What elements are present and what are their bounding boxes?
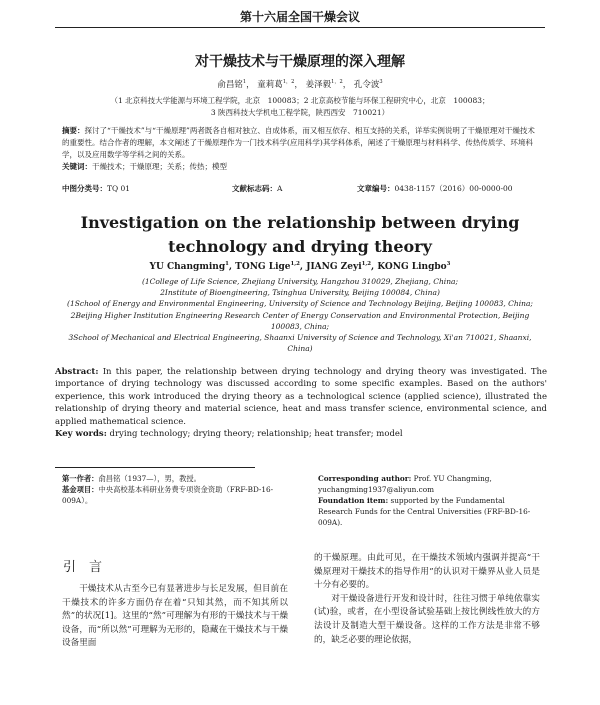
en-abstract-text: In this paper, the relationship between drying technology and drying theory was investigated. The importance of drying technology was discussed according to some specific examples. Based on the authors' experience, this work introduced the drying theory as a technological science (applied science), illustrated the relationship of drying theory and material science, heat and mass transfer science, environmental science, and applied mathematical science. xyxy=(55,367,547,427)
zh-abstract-label: 摘要： xyxy=(62,126,85,135)
zh-author-sup: 1，2 xyxy=(331,79,343,86)
article-no-field xyxy=(357,183,513,194)
en-author: JIANG Zeyi xyxy=(306,262,362,272)
corr-label: Corresponding author: xyxy=(318,474,412,483)
en-affiliations xyxy=(65,276,535,354)
en-author-sup: 3 xyxy=(446,261,451,267)
fund-value: 中央高校基本科研业务费专项资金资助（FRF-BD-16-009A）。 xyxy=(62,485,274,505)
fund-label: 基金项目： xyxy=(62,485,99,494)
en-author-sup: 1,2 xyxy=(290,261,300,267)
zh-author: 俞昌铭 xyxy=(217,80,243,90)
en-keywords: drying technology; drying theory; relationship; heat transfer; model xyxy=(109,429,403,440)
doc-code-value: A xyxy=(277,184,283,193)
en-affiliation-line: (1School of Energy and Environmental Engineering, University of Science and Technology Beijing, Beijing 100083, China; xyxy=(67,299,533,309)
zh-affiliations xyxy=(80,95,520,119)
zh-abstract-text: 探讨了“干燥技术”与“干燥原理”两者既各自相对独立、自成体系，而又相互依存、相互支持的关系，详举实例说明了干燥原理对干燥技术的重要性。结合作者的理解，本文阐述了干燥原理作为一门技术科学(应用科学)其学科体系，阐述了干燥原理与材料科学、传热传质学、环境科学，以及应用数学等学科之间的关系。 xyxy=(62,126,535,159)
zh-author: 孔令波 xyxy=(353,80,380,90)
zh-keywords: 干燥技术；干燥原理；关系；传热；模型 xyxy=(92,162,227,171)
header-rule xyxy=(55,27,545,28)
body-paragraph: 对干燥设备进行开发和设计时，往往习惯于单纯依靠实(试)验，或者，在小型设备试验基础上按比例线性放大的方法设计及制造大型干燥设备。这样的工作方法是非常不够的，缺乏必要的理论依据， xyxy=(314,593,540,645)
body-left-column xyxy=(62,583,288,651)
en-author-sup: 1,2 xyxy=(361,261,372,267)
zh-author: 童莉葛 xyxy=(257,80,283,90)
en-author: KONG Lingbo xyxy=(377,262,447,272)
en-affiliation-line: 2Beijing Higher Institution Engineering Research Center of Energy Conservation and Environmental Protection, Beijing 100083, China; xyxy=(70,310,530,331)
en-abstract-block xyxy=(55,366,547,440)
foundation-value: supported by the Fundamental Research Funds for the Central Universities (FRF-BD-16-009A). xyxy=(318,496,531,527)
body-right-column xyxy=(314,552,540,647)
corr-value: Prof. YU Changming, yuchangming1937@aliyun.com xyxy=(318,474,492,494)
zh-keywords-label: 关键词： xyxy=(62,162,92,171)
section-title-intro: 引 言 xyxy=(63,560,103,575)
article-no-value: 0438-1157（2016）00-0000-00 xyxy=(394,184,513,193)
article-no-label: 文章编号： xyxy=(357,184,395,193)
zh-author: 姜泽毅 xyxy=(305,80,332,90)
en-author-sup: 1 xyxy=(225,261,229,267)
en-abstract-label: Abstract: xyxy=(55,367,99,377)
zh-author-sup: 1，2 xyxy=(282,79,295,86)
en-pre-affiliation-line: 2Institute of Bioengineering, Tsinghua University, Beijing 100084, China) xyxy=(160,288,440,298)
en-keywords-label: Key words: xyxy=(55,429,107,440)
en-author-line: YU Changming$^1$, TONG Lige$^{1,2}$, JIANG Zeyi$^{1,2}$, KONG Lingbo$^3$ xyxy=(149,261,451,272)
en-footnotes xyxy=(318,473,540,528)
zh-author-sup: 1 xyxy=(242,79,247,86)
conference-header: 第十六届全国干燥会议 xyxy=(239,10,360,24)
zh-author-sup: 3 xyxy=(379,79,383,86)
clc-label: 中图分类号： xyxy=(62,184,107,193)
first-author-value: 俞昌铭（1937—），男，教授。 xyxy=(98,474,201,483)
foundation-label: Foundation item: xyxy=(318,496,389,505)
body-paragraph: 干燥技术从古至今已有显著进步与长足发展，但目前在干燥技术的许多方面仍存在着“只知其然，而不知其所以然”的状况[1]。这里的“然”可理解为有形的干燥技术与干燥设备，而“所以然”可理解为无形的，隐藏在干燥技术与干燥设备里面 xyxy=(62,584,288,649)
zh-footnotes xyxy=(62,473,290,506)
zh-affiliation-line: 3 陕西科技大学机电工程学院，陕西西安 710021） xyxy=(210,108,390,117)
en-author: YU Changming xyxy=(149,262,226,272)
clc-field xyxy=(62,183,130,194)
en-title: Investigation on the relationship between drying technology and drying theory xyxy=(80,213,520,256)
doc-code-label: 文献标志码： xyxy=(232,184,277,193)
body-paragraph: 的干燥原理。由此可见，在干燥技术领域内强调并提高“干燥原理对干燥技术的指导作用”的认识对干燥界从业人员是十分有必要的。 xyxy=(314,553,540,591)
footnote-rule xyxy=(55,467,255,468)
doc-code-field xyxy=(232,183,282,194)
zh-affiliation-line: （1 北京科技大学能源与环境工程学院，北京 100083；2 北京高校节能与环保工程研究中心，北京 100083； xyxy=(110,96,490,105)
en-affiliation-line: 3School of Mechanical and Electrical Engineering, Shaanxi University of Science and Technology, Xi'an 710021, Shaanxi, China) xyxy=(68,333,532,354)
zh-author-line: 俞昌铭$^1$， 童莉葛$^{1,2}$， 姜泽毅$^{1,2}$， 孔令波$^3$ xyxy=(217,79,383,90)
zh-title: 对干燥技术与干燥原理的深入理解 xyxy=(195,54,405,70)
first-author-label: 第一作者： xyxy=(62,474,99,483)
en-author: TONG Lige xyxy=(235,262,291,272)
en-pre-affiliation-line: (1College of Life Science, Zhejiang University, Hangzhou 310029, Zhejiang, China; xyxy=(141,277,459,286)
zh-abstract-block xyxy=(62,125,540,173)
clc-value: TQ 01 xyxy=(107,184,131,193)
